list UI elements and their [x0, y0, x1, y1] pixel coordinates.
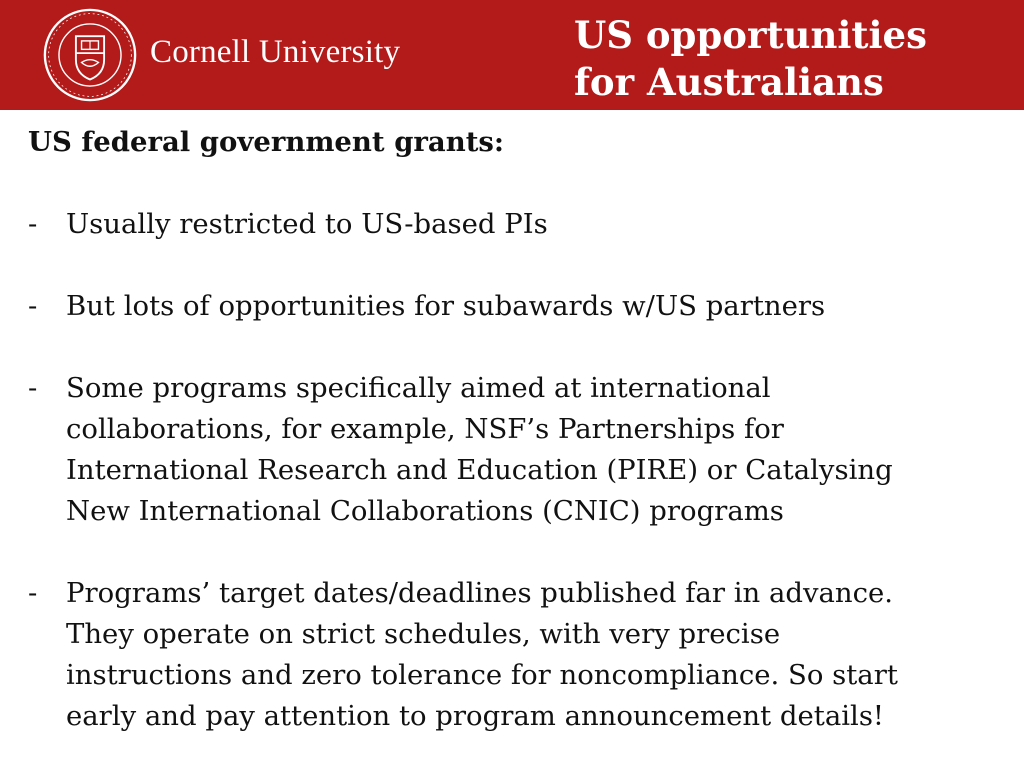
- bullet-line: Some programs specifically aimed at international: [66, 372, 771, 404]
- cornell-seal-icon: [43, 8, 137, 102]
- bullet-line: But lots of opportunities for subawards w/US partners: [66, 290, 826, 322]
- bullet-item: [28, 368, 1008, 532]
- bullet-line: instructions and zero tolerance for noncompliance. So start: [66, 659, 898, 691]
- bullet-line: collaborations, for example, NSF’s Partnerships for: [66, 413, 784, 445]
- title-line: for Australians: [574, 60, 884, 104]
- bullet-line: International Research and Education (PIRE) or Catalysing: [66, 454, 893, 486]
- bullet-item: [28, 286, 1008, 327]
- bullet-line: New International Collaborations (CNIC) programs: [66, 495, 784, 527]
- brand-wordmark: Cornell University: [150, 34, 401, 70]
- section-heading: US federal government grants:: [28, 126, 505, 158]
- bullet-line: Programs’ target dates/deadlines published far in advance.: [66, 577, 894, 609]
- bullet-dash: -: [28, 208, 38, 240]
- bullet-dash: -: [28, 290, 38, 322]
- bullet-line: They operate on strict schedules, with very precise: [66, 618, 781, 650]
- header-banner: [0, 0, 1024, 110]
- bullet-line: Usually restricted to US-based PIs: [66, 208, 548, 240]
- bullet-line: early and pay attention to program announcement details!: [66, 700, 884, 732]
- slide-title: [574, 12, 927, 106]
- bullet-item: [28, 204, 1008, 245]
- bullet-list: [28, 204, 1008, 737]
- title-line: US opportunities: [574, 13, 927, 57]
- bullet-dash: -: [28, 372, 38, 404]
- bullet-item: [28, 573, 1008, 737]
- bullet-dash: -: [28, 577, 38, 609]
